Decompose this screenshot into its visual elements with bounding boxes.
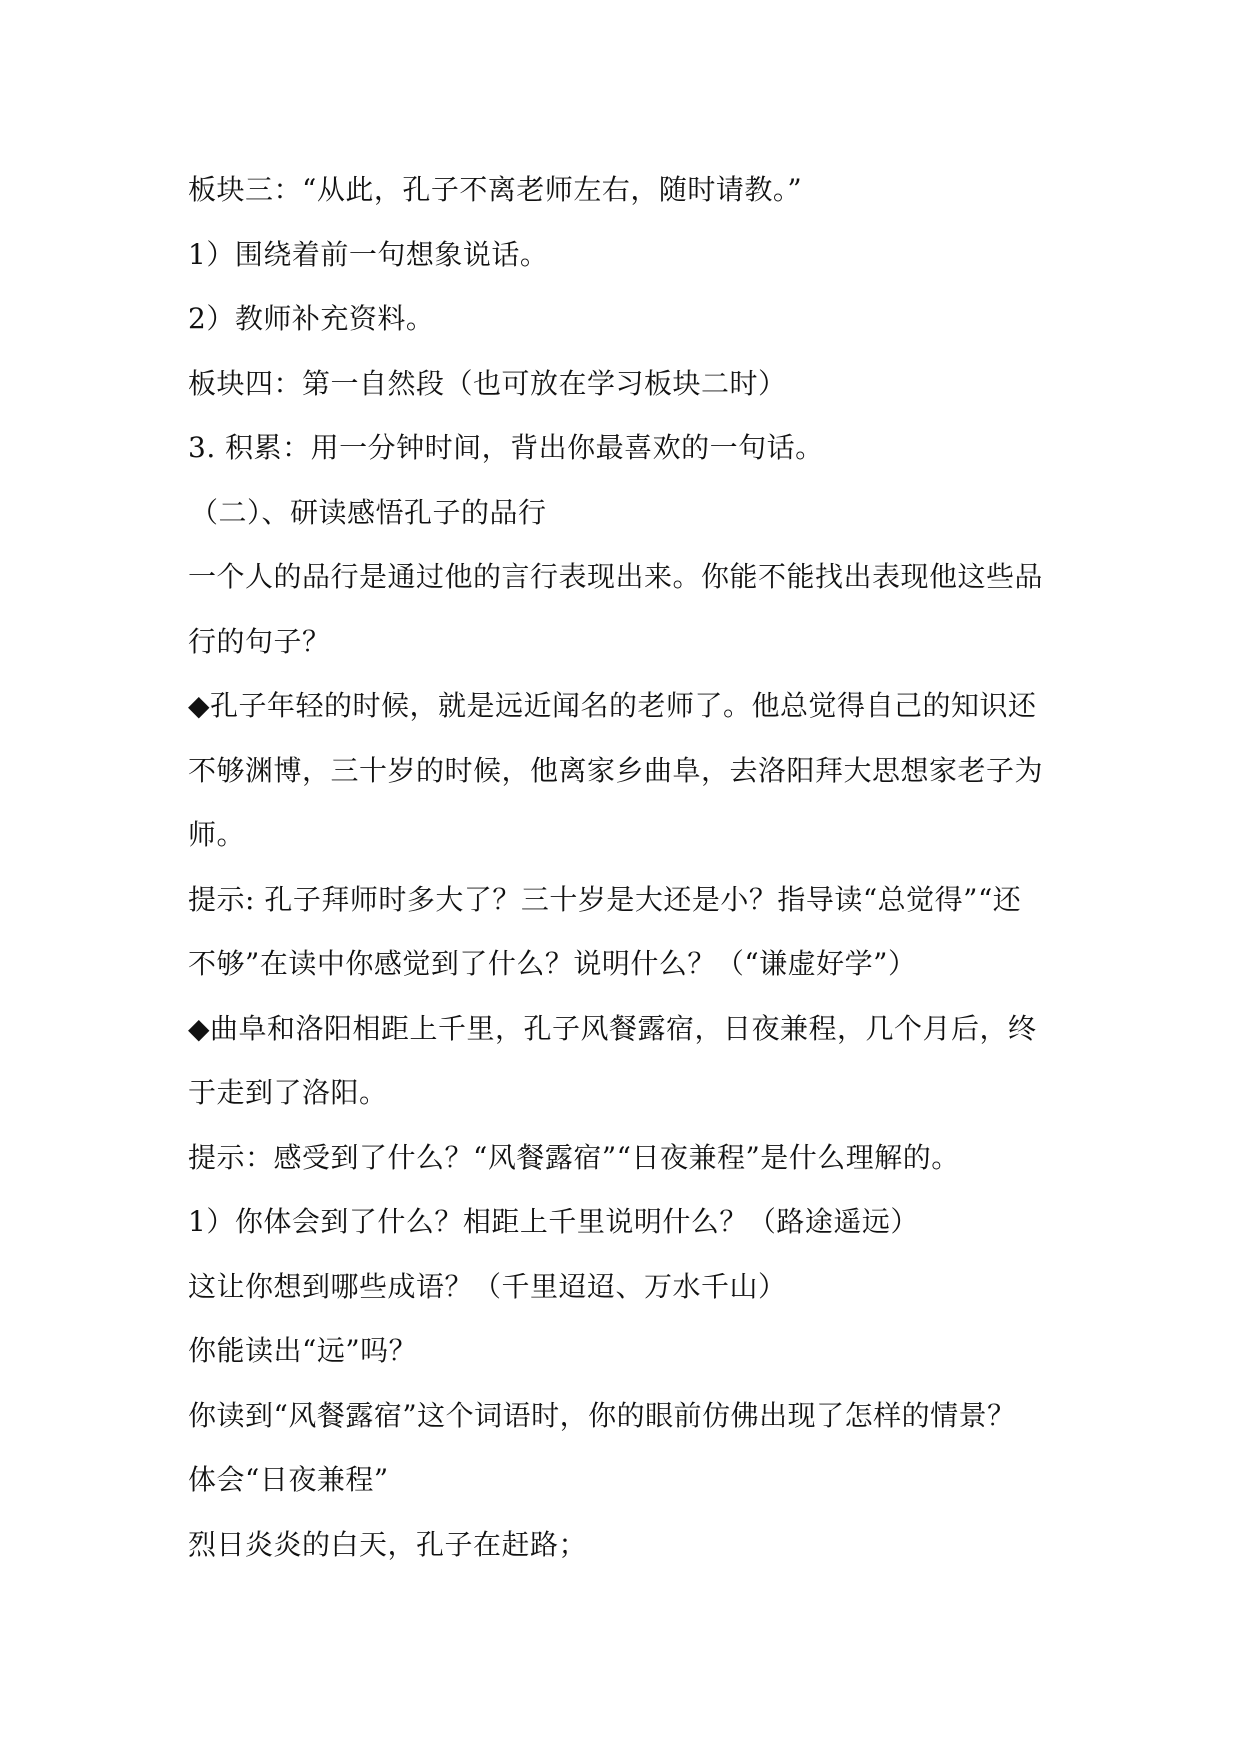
paragraph-line: 3. 积累：用一分钟时间，背出你最喜欢的一句话。 [188,431,824,464]
section-heading-part-2: （二）、研读感悟孔子的品行 [190,495,547,529]
section-heading-block-4: 板块四：第一自然段（也可放在学习板块二时） [188,366,787,400]
hint-line: 提示：感受到了什么？“风餐露宿”“日夜兼程”是什么理解的。 [188,1140,960,1174]
paragraph-line: 行的句子？ [188,624,331,658]
paragraph-line: 体会“日夜兼程” [188,1463,389,1496]
quote-line: 于走到了洛阳。 [188,1076,388,1109]
quote-line: ◆曲阜和洛阳相距上千里，孔子风餐露宿，日夜兼程，几个月后，终 [188,1011,1037,1045]
quote-line: 师。 [188,818,246,851]
paragraph-line: 这让你想到哪些成语？（千里迢迢、万水千山） [188,1269,787,1303]
list-item: 2）教师补充资料。 [188,302,435,335]
paragraph-line: 你读到“风餐露宿”这个词语时，你的眼前仿佛出现了怎样的情景？ [188,1398,1016,1432]
paragraph-line: 烈日炎炎的白天，孔子在赶路； [188,1527,588,1561]
hint-line: 提示: 孔子拜师时多大了？三十岁是大还是小？指导读“总觉得”“还 [188,882,1022,916]
list-item: 1）围绕着前一句想象说话。 [188,237,549,271]
list-item: 1）你体会到了什么？相距上千里说明什么？（路途遥远） [188,1205,919,1238]
paragraph-line: 你能读出“远”吗？ [188,1334,418,1367]
paragraph-line: 一个人的品行是通过他的言行表现出来。你能不能找出表现他这些品 [188,560,1044,593]
document-body [188,158,1068,1577]
hint-line: 不够”在读中你感觉到了什么？说明什么？（“谦虚好学”） [188,947,917,980]
quote-line: 不够渊博，三十岁的时候，他离家乡曲阜，去洛阳拜大思想家老子为 [188,753,1044,787]
quote-line: ◆孔子年轻的时候，就是远近闻名的老师了。他总觉得自己的知识还 [188,689,1037,722]
section-heading-block-3: 板块三：“从此，孔子不离老师左右，随时请教。” [188,173,803,206]
